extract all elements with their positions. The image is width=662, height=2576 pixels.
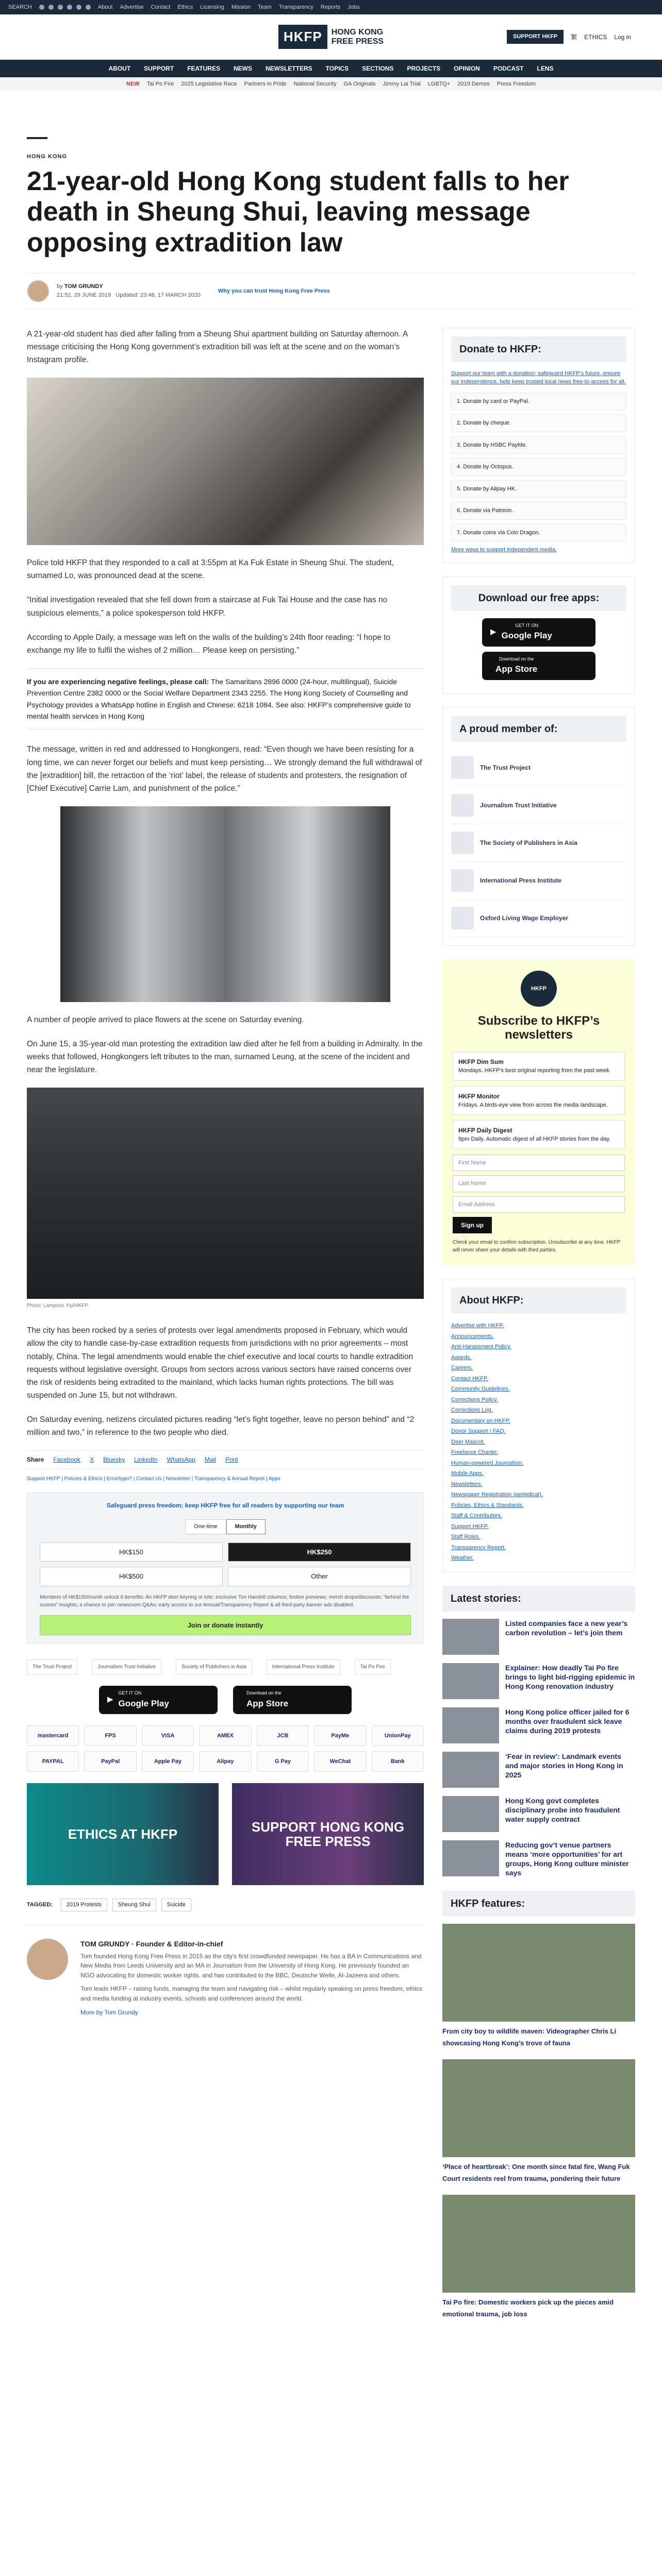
- article-photo-message: [60, 806, 390, 1002]
- topbar-link-about[interactable]: About: [97, 4, 113, 10]
- newsletter-option[interactable]: [453, 1086, 625, 1115]
- page-wrapper: [27, 137, 635, 2330]
- donate-method[interactable]: 4. Donate by Octopus.: [451, 458, 626, 476]
- search-link[interactable]: SEARCH: [8, 4, 32, 10]
- payment-logo: PAYPAL: [27, 1751, 79, 1772]
- payment-logo: Alipay: [199, 1751, 251, 1772]
- about-link[interactable]: Staff Roles.: [451, 1534, 481, 1540]
- amount-option-selected[interactable]: HK$250: [228, 1543, 411, 1562]
- latest-title: Latest stories:: [442, 1586, 635, 1612]
- trending-item[interactable]: Press Freedom: [496, 80, 536, 87]
- about-link[interactable]: Contact HKFP.: [451, 1375, 488, 1382]
- payment-logo: Apple Pay: [142, 1751, 194, 1772]
- paragraph: A 21-year-old student has died after falling from a Sheung Shui apartment building on Saturday afternoon. A message criticising the Hong Kong government’s extradition bill was left at the scene and on the woman’s Instagram profile.: [27, 329, 408, 365]
- about-link[interactable]: Human-powered Journalism.: [451, 1460, 524, 1466]
- paragraph: Police told HKFP that they responded to a call at 3:55pm at Ka Fuk Estate in Sheung Shui. The student, surnamed Lo, was pronounced dead at the scene.: [27, 558, 394, 581]
- member-org-name: Oxford Living Wage Employer: [480, 914, 568, 922]
- apps-title: Download our free apps:: [451, 585, 626, 611]
- brand-header: [0, 14, 662, 60]
- author-bio-2: Tom leads HKFP – raising funds, managing the team and navigating risk – whilst regularly speaking on press freedom, ethics and media funding at industry events, schools and conferences around the world.: [80, 1985, 422, 2003]
- about-link[interactable]: Community Guidelines.: [451, 1386, 510, 1393]
- help-intro: If you are experiencing negative feelings, please call:: [27, 677, 209, 686]
- member-org[interactable]: [451, 787, 626, 824]
- payment-methods: [27, 1725, 424, 1772]
- trending-new-label: NEW: [126, 80, 140, 87]
- nav-support[interactable]: SUPPORT: [144, 65, 174, 72]
- about-link[interactable]: Newspaper Registration (periodical).: [451, 1492, 543, 1498]
- amount-option[interactable]: HK$500: [40, 1567, 223, 1586]
- nav-topics[interactable]: TOPICS: [325, 65, 349, 72]
- paragraph: On June 15, a 35-year-old man protesting the extradition law died after he fell from a building in Admiralty. In the weeks that followed, Hongkongers left tributes to the man, surnamed Leung, at the scene of the incident and near the legislature.: [27, 1039, 423, 1075]
- article-photo-staircase: [27, 378, 424, 545]
- share-whatsapp[interactable]: WhatsApp: [167, 1456, 195, 1464]
- payment-logo: AMEX: [199, 1725, 251, 1746]
- about-link[interactable]: Announcements.: [451, 1333, 494, 1340]
- help-body: The Samaritans 2896 0000 (24-hour, multilingual), Suicide Prevention Centre 2382 0000 or the Social Welfare Department 2343 2255. The Hong Kong Society of Counselling and Psychology provides a WhatsApp hotline in English and Chinese: 6218 1084. See also: HKFP’s comprehensive guide to mental health services in Hong Kong: [27, 677, 411, 721]
- partner-logo[interactable]: International Press Institute: [267, 1659, 340, 1674]
- story-headline[interactable]: Reducing gov’t venue partners means ‘more opportunities’ for art groups, Hong Kong culture minister says: [505, 1840, 629, 1877]
- title-rule: [27, 137, 47, 139]
- partner-logo[interactable]: Journalism Trust Initiative: [92, 1659, 161, 1674]
- author-details: [80, 1939, 424, 2022]
- photo-caption: Photo: Lampson Yip/HKFP.: [27, 1303, 89, 1309]
- trending-item[interactable]: 2025 Legislative Race: [181, 80, 237, 87]
- author-role: Founder & Editor-in-chief: [136, 1939, 223, 1948]
- member-card: [442, 707, 635, 946]
- story-thumbnail: [442, 1663, 499, 1699]
- newsletter-logo: HKFP: [521, 971, 557, 1007]
- partner-logo[interactable]: The Trust Project: [27, 1659, 77, 1674]
- freq-one-time[interactable]: One-time: [185, 1519, 226, 1534]
- donate-method[interactable]: 5. Donate by Alipay HK.: [451, 480, 626, 498]
- donate-methods: [451, 393, 626, 542]
- newsletter-title: Subscribe to HKFP’s newsletters: [477, 1013, 600, 1042]
- updated-date: Updated: 23:48, 17 MARCH 2020: [115, 292, 201, 298]
- story-thumbnail: [442, 1796, 499, 1832]
- article-photo-flowers: [27, 1088, 424, 1299]
- member-logo-icon: [451, 794, 474, 817]
- about-card: [442, 1279, 635, 1572]
- site-logo[interactable]: [278, 25, 384, 49]
- member-logo-icon: [451, 869, 474, 892]
- support-banner[interactable]: SUPPORT HONG KONG FREE PRESS: [232, 1783, 424, 1885]
- about-link[interactable]: Anti-Harassment Policy.: [451, 1344, 511, 1350]
- about-links: [451, 1320, 626, 1564]
- about-link[interactable]: Freelance Charter.: [451, 1449, 499, 1456]
- author-box-name-text[interactable]: TOM GRUNDY: [80, 1939, 130, 1948]
- threads-icon[interactable]: [86, 5, 91, 10]
- author-avatar[interactable]: [27, 280, 49, 302]
- story-item[interactable]: [442, 1752, 635, 1788]
- sidebar-apple-small: Download on the: [499, 656, 534, 662]
- partner-logo[interactable]: Society of Publishers in Asia: [176, 1659, 252, 1674]
- member-logo-icon: [451, 756, 474, 779]
- signup-button[interactable]: Sign up: [453, 1217, 492, 1233]
- donate-title: Donate to HKFP:: [451, 336, 626, 362]
- sidebar-apple-label: App Store: [495, 664, 538, 674]
- share-mail[interactable]: Mail: [204, 1456, 216, 1464]
- payment-logo: JCB: [257, 1725, 309, 1746]
- signup-row: [453, 1217, 625, 1239]
- story-thumbnail: [442, 1619, 499, 1655]
- apps-card: [442, 577, 635, 694]
- author-box: [27, 1925, 424, 2022]
- donate-method[interactable]: 2. Donate by cheque.: [451, 414, 626, 432]
- about-link[interactable]: Staff & Contributors.: [451, 1513, 502, 1519]
- topbar-link-reports[interactable]: Reports: [320, 4, 341, 10]
- paragraph: The city has been rocked by a series of protests over legal amendments proposed in February, which would allow the city to handle case-by-case extradition requests from jurisdictions with no prior agreements – most notably, China. The legal amendments would enable the chief executive and local courts to handle extradition requests without legislative oversight. Groups from sectors across various sectors have raised concerns over the risk of residents being extradited to the mainland, which lacks human rights protections. The bill was suspended on June 15, but not withdrawn.: [27, 1326, 413, 1400]
- about-link[interactable]: Newsletters.: [451, 1481, 483, 1487]
- mental-health-box: [27, 668, 424, 730]
- topbar-link-contact[interactable]: Contact: [151, 4, 171, 10]
- story-headline[interactable]: Hong Kong govt completes disciplinary probe into fraudulent water supply contract: [505, 1796, 620, 1823]
- instagram-icon[interactable]: [58, 5, 63, 10]
- feature-item[interactable]: [442, 2195, 635, 2320]
- nav-features[interactable]: FEATURES: [187, 65, 220, 72]
- header-actions: [507, 30, 631, 44]
- author-photo[interactable]: [27, 1939, 68, 1980]
- story-item[interactable]: [442, 1663, 635, 1699]
- latest-stories: [442, 1586, 635, 1878]
- more-by-author-link[interactable]: [80, 2008, 424, 2018]
- payment-logo: G Pay: [257, 1751, 309, 1772]
- feature-headline[interactable]: From city boy to wildlife maven: Videographer Chris Li showcasing Hong Kong’s trove of fauna: [442, 2027, 617, 2047]
- trust-badge-link[interactable]: Why you can trust Hong Kong Free Press: [218, 287, 330, 294]
- article-title: 21-year-old Hong Kong student falls to her death in Sheung Shui, leaving message opposing extradition law: [27, 166, 569, 258]
- trending-item[interactable]: GA Originals: [343, 80, 376, 87]
- payment-logo: VISA: [142, 1725, 194, 1746]
- facebook-icon[interactable]: [39, 5, 44, 10]
- story-item[interactable]: [442, 1707, 635, 1743]
- nav-newsletters[interactable]: NEWSLETTERS: [265, 65, 312, 72]
- topbar-link-ethics[interactable]: Ethics: [177, 4, 193, 10]
- ad-spacer: [0, 91, 662, 137]
- sidebar-google-small: GET IT ON: [515, 622, 539, 628]
- payment-logo: PayPal: [84, 1751, 136, 1772]
- member-logo-icon: [451, 832, 474, 854]
- feature-item[interactable]: [442, 2059, 635, 2184]
- donate-method[interactable]: 1. Donate by card or PayPal.: [451, 393, 626, 411]
- newsletter-option-name: HKFP Daily Digest: [458, 1127, 512, 1134]
- share-label: Share: [27, 1456, 44, 1464]
- trending-item[interactable]: Partners in Pride: [244, 80, 287, 87]
- join-donate-button[interactable]: Join or donate instantly: [40, 1615, 411, 1636]
- about-link[interactable]: Mobile Apps.: [451, 1470, 484, 1477]
- language-toggle[interactable]: 繁: [571, 33, 577, 41]
- topbar-link-team[interactable]: Team: [258, 4, 272, 10]
- share-print[interactable]: Print: [225, 1456, 238, 1464]
- about-link[interactable]: Careers.: [451, 1365, 473, 1371]
- tags-row: [27, 1899, 424, 1911]
- logo-line-1: HONG KONG: [331, 27, 384, 37]
- story-item[interactable]: [442, 1619, 635, 1655]
- donate-method[interactable]: 3. Donate by HSBC PayMe.: [451, 436, 626, 454]
- member-org-name: The Society of Publishers in Asia: [480, 839, 577, 846]
- payment-logo: WeChat: [314, 1751, 366, 1772]
- google-play-icon: ▶: [107, 1695, 113, 1704]
- share-bar: [27, 1450, 424, 1469]
- donate-headline[interactable]: Safeguard press freedom; keep HKFP free for all readers by supporting our team: [106, 1502, 344, 1510]
- nav-sections[interactable]: SECTIONS: [362, 65, 394, 72]
- freq-monthly[interactable]: Monthly: [226, 1519, 266, 1534]
- payment-logo: mastercard: [27, 1725, 79, 1746]
- publish-date: 21:52, 29 JUNE 2019: [57, 292, 111, 298]
- story-thumbnail: [442, 1752, 499, 1788]
- first-name-field[interactable]: First Name: [453, 1155, 625, 1172]
- amount-option-other[interactable]: Other: [228, 1567, 411, 1586]
- member-benefits-note: Members of HK$150/month unlock 6 benefits: An HKFP deer keyring or tote; exclusive Tim Hamlett columns; festive previews; merch drops/discounts; “behind the scenes” insights; a chance to join newsroom Q&As; early access to our Annual/Transparency Report & all third-party banner ads disabled.: [40, 1594, 409, 1608]
- app-store-label: App Store: [246, 1698, 289, 1708]
- nav-opinion[interactable]: OPINION: [454, 65, 480, 72]
- member-logo-icon: [451, 907, 474, 929]
- author-box-name: TOM GRUNDY · Founder & Editor-in-chief: [80, 1939, 223, 1948]
- author-name[interactable]: TOM GRUNDY: [64, 283, 103, 290]
- social-icons: [39, 5, 91, 10]
- share-linkedin[interactable]: LinkedIn: [134, 1456, 158, 1464]
- story-thumbnail: [442, 1707, 499, 1743]
- partner-logo[interactable]: Tai Po Fire: [355, 1659, 391, 1674]
- newsletter-signup: [442, 959, 635, 1265]
- member-org[interactable]: [451, 900, 626, 937]
- google-play-icon: ▶: [490, 628, 496, 637]
- about-link[interactable]: Awards.: [451, 1354, 472, 1361]
- paragraph: The message, written in red and addressed to Hongkongers, read: “Even though we have been resisting for a long time, we can never forget our beliefs and must keep persisting… We strongly demand the full withdrawal of the [extradition] bill, the retraction of the ‘riot’ label, the release of students and protesters, the resignation of [Chief Executive] Carrie Lam, and punishment of the police.”: [27, 745, 422, 793]
- app-store-text: [246, 1690, 288, 1710]
- last-name-field[interactable]: Last Name: [453, 1175, 625, 1192]
- newsletter-option[interactable]: [453, 1052, 625, 1081]
- sidebar-app-store-text: [495, 656, 537, 676]
- donate-card: [442, 328, 635, 563]
- about-link[interactable]: Advertise with HKFP.: [451, 1323, 504, 1329]
- telegram-icon[interactable]: [76, 5, 81, 10]
- tag[interactable]: Suicide: [161, 1899, 191, 1911]
- ethics-banner[interactable]: ETHICS AT HKFP: [27, 1783, 219, 1885]
- nav-projects[interactable]: PROJECTS: [407, 65, 441, 72]
- sidebar-app-store[interactable]: [482, 652, 595, 680]
- about-link[interactable]: Transparency Report.: [451, 1544, 506, 1551]
- logo-wordmark: [332, 28, 384, 46]
- feature-image: [442, 2059, 635, 2157]
- donate-method[interactable]: 6. Donate via Patreon.: [451, 502, 626, 520]
- topbar-link-transparency[interactable]: Transparency: [279, 4, 313, 10]
- newsletter-note: Check your email to confirm subscription. Unsubscribe at any time. HKFP will never share your details with third parties.: [453, 1240, 620, 1253]
- nav-about[interactable]: ABOUT: [108, 65, 131, 72]
- sidebar-google-play-text: [502, 622, 552, 642]
- newsletter-option-desc: Mondays. HKFP’s best original reporting from the past week.: [458, 1067, 611, 1074]
- ethics-link[interactable]: ETHICS: [584, 33, 607, 41]
- story-item[interactable]: [442, 1840, 635, 1878]
- login-link[interactable]: Log in: [614, 33, 631, 41]
- payment-logo: PayMe: [314, 1725, 366, 1746]
- nav-news[interactable]: NEWS: [233, 65, 252, 72]
- more-ways-link[interactable]: More ways to support independent media.: [451, 547, 557, 553]
- google-play-label: Google Play: [118, 1698, 169, 1708]
- app-store-small: Download on the: [246, 1690, 282, 1696]
- google-play-small: GET IT ON: [118, 1690, 142, 1696]
- sidebar: [442, 328, 635, 2330]
- trending-bar: [0, 77, 662, 91]
- youtube-icon[interactable]: [67, 5, 72, 10]
- amount-option[interactable]: HK$150: [40, 1543, 223, 1562]
- story-headline[interactable]: Listed companies face a new year’s carbon revolution – let’s join them: [505, 1619, 628, 1637]
- logo-mark: HKFP: [278, 25, 327, 49]
- about-link[interactable]: Weather.: [451, 1555, 474, 1562]
- article-footer-links[interactable]: Support HKFP | Policies & Ethics | Error/typo? | Contact Us | Newsletter | Transparency & Annual Report | Apps: [27, 1476, 280, 1482]
- member-title: A proud member of:: [451, 716, 626, 742]
- hkfp-features: [442, 1891, 635, 2320]
- frequency-toggle: [40, 1519, 411, 1534]
- top-utility-bar: [0, 0, 662, 14]
- content-columns: [27, 328, 635, 2330]
- google-play-button[interactable]: [99, 1686, 218, 1714]
- member-org-name: Journalism Trust Initiative: [480, 801, 557, 809]
- sidebar-google-play[interactable]: [482, 618, 595, 647]
- trending-item[interactable]: LGBTQ+: [427, 80, 451, 87]
- google-play-text: [119, 1690, 169, 1710]
- payment-logo: FPS: [84, 1725, 136, 1746]
- byline: [27, 273, 635, 309]
- about-link[interactable]: Corrections Policy.: [451, 1396, 498, 1403]
- feature-headline[interactable]: Tai Po fire: Domestic workers pick up the pieces amid emotional trauma, job loss: [442, 2298, 614, 2318]
- app-store-button[interactable]: [233, 1686, 352, 1714]
- trending-item[interactable]: Jimmy Lai Trial: [383, 80, 421, 87]
- support-hkfp-button[interactable]: SUPPORT HKFP: [507, 30, 564, 44]
- topbar-link-jobs[interactable]: Jobs: [347, 4, 360, 10]
- story-item[interactable]: [442, 1796, 635, 1832]
- promo-banners: [27, 1783, 424, 1885]
- story-headline[interactable]: ‘Fear in review’: Landmark events and major stories in Hong Kong in 2025: [505, 1752, 623, 1779]
- member-org[interactable]: [451, 749, 626, 787]
- share-x[interactable]: X: [90, 1456, 94, 1464]
- story-headline[interactable]: Explainer: How deadly Tai Po fire brings to light bid-rigging epidemic in Hong Kong renovation industry: [505, 1663, 635, 1690]
- partner-logos: [27, 1659, 424, 1674]
- story-headline[interactable]: Hong Kong police officer jailed for 6 months over fraudulent sick leave claims during 2019 protests: [505, 1707, 630, 1735]
- x-icon[interactable]: [48, 5, 54, 10]
- donate-box: [27, 1492, 424, 1644]
- tags-label: TAGGED:: [27, 1902, 53, 1908]
- topbar-link-licensing[interactable]: Licensing: [200, 4, 224, 10]
- about-link[interactable]: Support HKFP.: [451, 1523, 489, 1530]
- feature-item[interactable]: [442, 1924, 635, 2049]
- member-org[interactable]: [451, 862, 626, 900]
- tag[interactable]: Sheung Shui: [112, 1899, 156, 1911]
- trending-item[interactable]: 2019 Demos: [457, 80, 490, 87]
- newsletter-option-name: HKFP Monitor: [458, 1092, 500, 1100]
- about-link[interactable]: Corrections Log.: [451, 1407, 493, 1414]
- tag[interactable]: 2019 Protests: [61, 1899, 107, 1911]
- about-link[interactable]: Deer Mascot.: [451, 1438, 485, 1445]
- feature-image: [442, 1924, 635, 2022]
- app-store-row: [27, 1686, 424, 1714]
- donate-intro[interactable]: Support our team with a donation; safeguard HKFP’s future, ensure our independence, help keep trusted local news free-to-access for all.: [451, 370, 626, 385]
- trending-item[interactable]: National Security: [293, 80, 337, 87]
- feature-image: [442, 2195, 635, 2293]
- email-field[interactable]: Email Address: [453, 1196, 625, 1213]
- nav-lens[interactable]: LENS: [537, 65, 554, 72]
- features-title: HKFP features:: [442, 1891, 635, 1917]
- about-link[interactable]: Policies, Ethics & Standards.: [451, 1502, 524, 1509]
- paragraph: “Initial investigation revealed that she fell down from a staircase at Fuk Tai House and the case has no suspicious elements,” a police spokesperson told HKFP.: [27, 596, 388, 618]
- logo-line-2: FREE PRESS: [331, 37, 384, 46]
- nav-podcast[interactable]: PODCAST: [493, 65, 524, 72]
- byline-meta: by TOM GRUNDY 21:52, 29 JUNE 2019 Updated: 23:48, 17 MARCH 2020: [57, 283, 201, 298]
- about-title: About HKFP:: [451, 1287, 626, 1313]
- main-navigation: [0, 60, 662, 77]
- newsletter-option-desc: 9pm Daily. Automatic digest of all HKFP stories from the day.: [458, 1136, 611, 1143]
- share-facebook[interactable]: Facebook: [53, 1456, 81, 1464]
- paragraph: On Saturday evening, netizens circulated pictures reading “let’s fight together, leave no person behind” and “2 million and two,” in reference to the two people who died.: [27, 1415, 415, 1437]
- paragraph: A number of people arrived to place flowers at the scene on Saturday evening.: [27, 1015, 304, 1024]
- newsletter-option-name: HKFP Dim Sum: [458, 1058, 504, 1066]
- member-org-name: The Trust Project: [480, 764, 531, 771]
- donate-method[interactable]: 7. Donate coins via Coin Dragon.: [451, 524, 626, 542]
- paragraph: According to Apple Daily, a message was left on the walls of the building’s 24th floor reading: “I hope to exchange my life to fulfil the wishes of 2 million… Please keep on persisting.”: [27, 633, 391, 655]
- feature-headline[interactable]: ‘Place of heartbreak’: One month since fatal fire, Wang Fuk Court residents reel from trauma, pondering their future: [442, 2163, 630, 2182]
- member-org-name: International Press Institute: [480, 876, 562, 884]
- more-by-author[interactable]: More by Tom Grundy: [80, 2008, 138, 2016]
- about-link[interactable]: Donor Support | FAQ.: [451, 1428, 506, 1435]
- newsletter-option[interactable]: [453, 1120, 625, 1149]
- payment-logo: Bank: [372, 1751, 424, 1772]
- share-bluesky[interactable]: Bluesky: [103, 1456, 125, 1464]
- trending-item[interactable]: Tai Po Fire: [146, 80, 174, 87]
- member-list: [451, 749, 626, 937]
- topbar-link-mission[interactable]: Mission: [231, 4, 251, 10]
- topbar-link-advertise[interactable]: Advertise: [120, 4, 144, 10]
- story-thumbnail: [442, 1840, 499, 1876]
- newsletter-option-desc: Fridays. A birds-eye view from across the media landscape.: [458, 1101, 608, 1108]
- member-org[interactable]: [451, 824, 626, 862]
- payment-logo: UnionPay: [372, 1725, 424, 1746]
- sidebar-google-label: Google Play: [501, 631, 552, 641]
- about-link[interactable]: Documentary on HKFP.: [451, 1417, 510, 1424]
- amount-options: [40, 1543, 411, 1586]
- author-bio: Tom founded Hong Kong Free Press in 2015 as the city’s first crowdfunded newspaper. He has a BA in Communications and New Media from Leeds University and an MA in Journalism from the University of Hong Kong. He previously founded an NGO advocating for domestic worker rights, and has contributed to the BBC, Deutsche Welle, Al-Jazeera and others.: [80, 1952, 422, 1979]
- section-label[interactable]: HONG KONG: [27, 154, 68, 160]
- article-body: [27, 328, 424, 2330]
